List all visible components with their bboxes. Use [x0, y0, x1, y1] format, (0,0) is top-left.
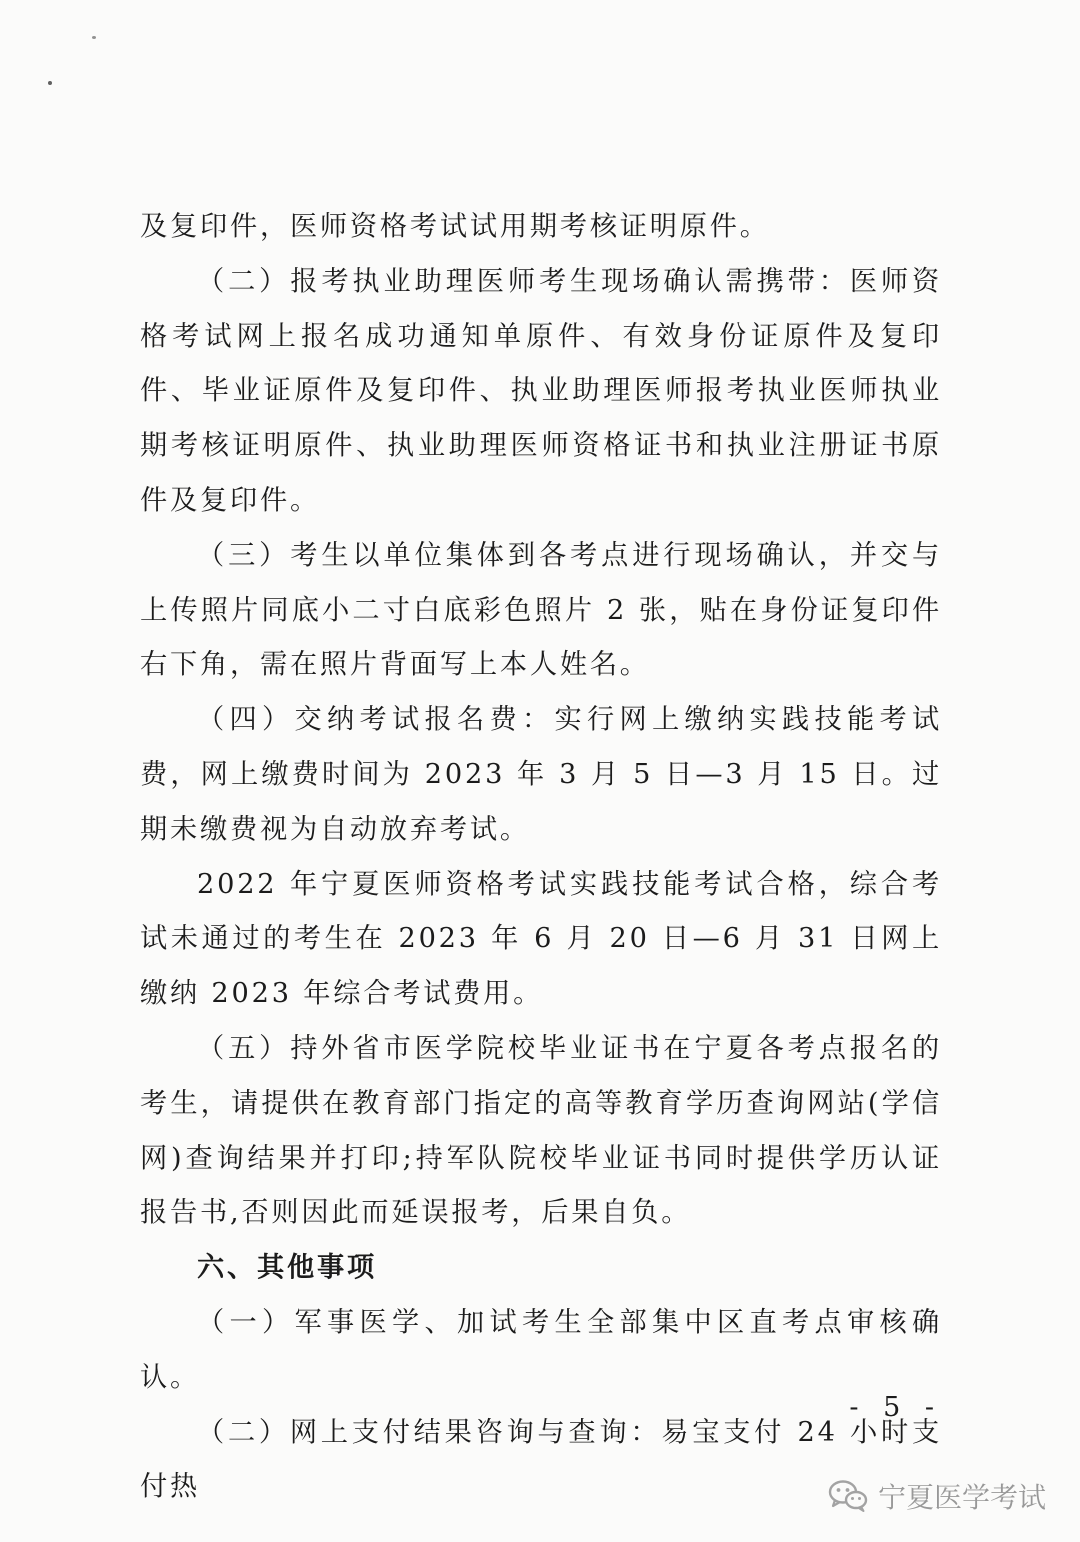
- paragraph-item-2: （二）报考执业助理医师考生现场确认需携带：医师资格考试网上报名成功通知单原件、有效身份证原件及复印件、毕业证原件及复印件、执业助理医师报考执业医师执业期考核证明原件、执业助理医师资格证书和执业注册证书原件及复印件。: [140, 265, 942, 516]
- paragraph-2022-notice: 2022 年宁夏医师资格考试实践技能考试合格，综合考试未通过的考生在 2023 年 6 月 20 日—6 月 31 日网上缴纳 2023 年综合考试费用。: [140, 868, 942, 1010]
- scan-speck: [92, 36, 96, 39]
- paragraph-item-3: （三）考生以单位集体到各考点进行现场确认，并交与上传照片同底小二寸白底彩色照片 2 张，贴在身份证复印件右下角，需在照片背面写上本人姓名。: [140, 539, 942, 681]
- paragraph-item-5: （五）持外省市医学院校毕业证书在宁夏各考点报名的考生，请提供在教育部门指定的高等教育学历查询网站(学信网)查询结果并打印;持军队院校毕业证书同时提供学历认证报告书,否则因此而延误报考，后果自负。: [140, 1032, 942, 1229]
- section-paragraph-1: （一）军事医学、加试考生全部集中区直考点审核确认。: [140, 1306, 942, 1393]
- document-body: [140, 200, 942, 1515]
- watermark-text: 宁夏医学考试: [877, 1481, 1046, 1514]
- paragraph-item-4: （四）交纳考试报名费：实行网上缴纳实践技能考试费，网上缴费时间为 2023 年 3 月 5 日—3 月 15 日。过期未缴费视为自动放弃考试。: [140, 704, 942, 845]
- page-number: - 5 -: [849, 1392, 942, 1423]
- paragraph-continued: 及复印件，医师资格考试试用期考核证明原件。: [140, 211, 770, 242]
- watermark: [828, 1476, 1046, 1516]
- wechat-icon: [828, 1479, 868, 1513]
- scan-speck: [48, 81, 52, 85]
- section-paragraph-2: （二）网上支付结果咨询与查询：易宝支付 24 小时支付热: [140, 1416, 942, 1503]
- section-heading: 六、其他事项: [197, 1252, 377, 1284]
